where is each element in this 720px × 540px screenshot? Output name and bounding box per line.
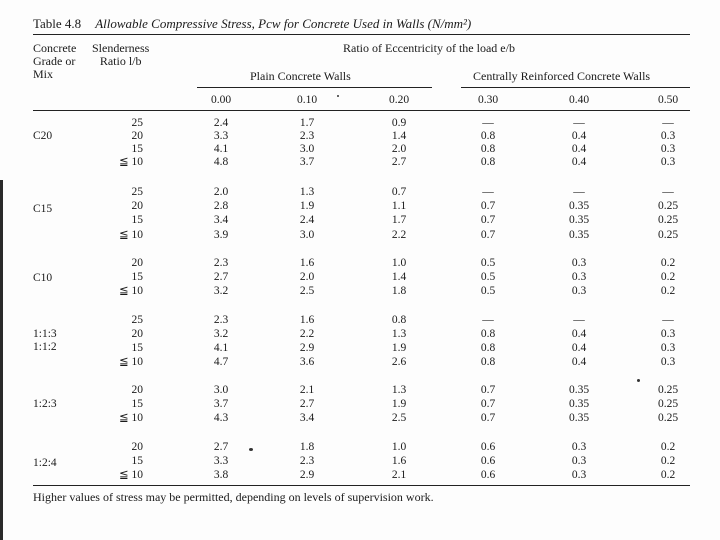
stress-value: 0.25 xyxy=(657,412,679,424)
scan-edge-shadow xyxy=(0,180,3,540)
slenderness-value: ≦ 10 xyxy=(118,229,143,241)
stress-value: 2.3 xyxy=(299,455,315,467)
column-header: 0.50 xyxy=(657,94,679,106)
stress-value: 2.3 xyxy=(299,130,315,142)
header-eccentricity: Ratio of Eccentricity of the load e/b xyxy=(343,41,515,55)
stress-value: 3.3 xyxy=(213,130,229,142)
scan-speck xyxy=(337,95,339,97)
stress-value: 4.1 xyxy=(213,143,229,155)
stress-value: 2.2 xyxy=(391,229,407,241)
stress-value: 0.35 xyxy=(568,214,590,226)
stress-value: 0.35 xyxy=(568,398,590,410)
scan-speck xyxy=(637,379,640,382)
stress-value: 2.7 xyxy=(391,156,407,168)
stress-value: 3.8 xyxy=(213,469,229,481)
stress-value: 0.3 xyxy=(571,469,587,481)
stress-value: 0.2 xyxy=(660,441,676,453)
stress-value: 0.25 xyxy=(657,214,679,226)
slenderness-value: 15 xyxy=(131,143,143,155)
table-caption: Allowable Compressive Stress, Pcw for Concrete Used in Walls (N/mm²) xyxy=(95,16,472,31)
table-number: Table 4.8 xyxy=(33,16,82,31)
stress-value: — xyxy=(482,186,494,198)
stress-value: 1.7 xyxy=(299,117,315,129)
stress-value: 0.2 xyxy=(660,257,676,269)
stress-value: 3.2 xyxy=(213,285,229,297)
stress-value: 0.3 xyxy=(660,130,676,142)
stress-value: 1.7 xyxy=(391,214,407,226)
stress-value: 0.8 xyxy=(480,156,496,168)
stress-value: 0.5 xyxy=(480,271,496,283)
header-plain-walls: Plain Concrete Walls xyxy=(250,69,351,83)
stress-value: 0.2 xyxy=(660,455,676,467)
stress-value: 1.3 xyxy=(391,328,407,340)
stress-value: — xyxy=(662,117,674,129)
slenderness-value: 20 xyxy=(131,384,143,396)
stress-value: 4.3 xyxy=(213,412,229,424)
slenderness-value: 15 xyxy=(131,214,143,226)
stress-value: — xyxy=(573,314,585,326)
stress-value: 0.3 xyxy=(660,156,676,168)
stress-value: 0.5 xyxy=(480,285,496,297)
column-header: 0.10 xyxy=(296,94,318,106)
stress-value: 3.6 xyxy=(299,356,315,368)
stress-value: 0.7 xyxy=(480,200,496,212)
stress-value: 1.6 xyxy=(299,257,315,269)
stress-value: — xyxy=(662,186,674,198)
stress-value: 1.4 xyxy=(391,271,407,283)
stress-value: 0.8 xyxy=(480,342,496,354)
stress-value: 0.4 xyxy=(571,143,587,155)
stress-value: 0.7 xyxy=(391,186,407,198)
stress-value: 0.3 xyxy=(571,257,587,269)
slenderness-value: 15 xyxy=(131,342,143,354)
stress-value: 2.6 xyxy=(391,356,407,368)
stress-value: 3.4 xyxy=(299,412,315,424)
slenderness-value: ≦ 10 xyxy=(118,285,143,297)
mix-label: C15 xyxy=(33,203,53,215)
stress-value: 1.6 xyxy=(299,314,315,326)
slenderness-value: 20 xyxy=(131,441,143,453)
stress-value: 0.2 xyxy=(660,469,676,481)
stress-value: 4.7 xyxy=(213,356,229,368)
slenderness-value: 15 xyxy=(131,398,143,410)
slenderness-value: 20 xyxy=(131,200,143,212)
stress-value: 1.9 xyxy=(391,342,407,354)
stress-value: 1.3 xyxy=(299,186,315,198)
stress-value: 2.9 xyxy=(299,342,315,354)
stress-value: 2.3 xyxy=(213,314,229,326)
stress-value: 2.8 xyxy=(213,200,229,212)
stress-value: 3.0 xyxy=(299,229,315,241)
stress-value: 0.2 xyxy=(660,271,676,283)
stress-value: 2.0 xyxy=(391,143,407,155)
header-reinforced-walls: Centrally Reinforced Concrete Walls xyxy=(473,69,651,83)
stress-value: 0.8 xyxy=(480,356,496,368)
stress-value: 2.4 xyxy=(213,117,229,129)
stress-value: 3.0 xyxy=(299,143,315,155)
stress-value: 1.0 xyxy=(391,441,407,453)
stress-value: 0.35 xyxy=(568,229,590,241)
header-slenderness: Slenderness Ratio l/b xyxy=(92,41,150,68)
stress-value: 0.7 xyxy=(480,412,496,424)
stress-value: 2.4 xyxy=(299,214,315,226)
stress-value: 0.3 xyxy=(660,143,676,155)
stress-value: 0.3 xyxy=(571,285,587,297)
stress-value: — xyxy=(573,186,585,198)
stress-value: 2.5 xyxy=(391,412,407,424)
stress-value: 0.8 xyxy=(480,130,496,142)
stress-value: 0.3 xyxy=(660,328,676,340)
slenderness-value: 15 xyxy=(131,271,143,283)
column-header: 0.40 xyxy=(568,94,590,106)
stress-value: 2.7 xyxy=(299,398,315,410)
slenderness-value: 25 xyxy=(131,186,143,198)
stress-value: 0.25 xyxy=(657,200,679,212)
stress-value: 1.3 xyxy=(391,384,407,396)
stress-value: 2.0 xyxy=(213,186,229,198)
stress-value: 0.3 xyxy=(571,455,587,467)
stress-value: 0.7 xyxy=(480,384,496,396)
stress-value: 2.0 xyxy=(299,271,315,283)
stress-value: 0.6 xyxy=(480,455,496,467)
stress-value: 3.4 xyxy=(213,214,229,226)
slenderness-value: ≦ 10 xyxy=(118,412,143,424)
stress-value: — xyxy=(482,117,494,129)
stress-value: 1.4 xyxy=(391,130,407,142)
stress-value: 2.7 xyxy=(213,441,229,453)
stress-value: 0.7 xyxy=(480,214,496,226)
column-header: 0.30 xyxy=(477,94,499,106)
column-header: 0.00 xyxy=(210,94,232,106)
stress-value: 3.2 xyxy=(213,328,229,340)
mix-label: 1:1:3 1:1:2 xyxy=(33,328,57,353)
stress-value: 0.7 xyxy=(480,229,496,241)
top-rule xyxy=(33,34,690,35)
stress-value: 0.25 xyxy=(657,384,679,396)
stress-value: 0.25 xyxy=(657,229,679,241)
slenderness-value: 15 xyxy=(131,455,143,467)
stress-value: 0.8 xyxy=(480,143,496,155)
slenderness-value: ≦ 10 xyxy=(118,469,143,481)
mix-label: 1:2:3 xyxy=(33,398,57,410)
stress-value: 1.0 xyxy=(391,257,407,269)
stress-value: 0.9 xyxy=(391,117,407,129)
stress-value: 2.1 xyxy=(391,469,407,481)
stress-value: 0.3 xyxy=(660,342,676,354)
stress-value: 0.6 xyxy=(480,469,496,481)
stress-value: 0.4 xyxy=(571,156,587,168)
stress-value: 0.4 xyxy=(571,328,587,340)
reinforced-walls-rule xyxy=(461,87,690,88)
stress-value: 2.2 xyxy=(299,328,315,340)
stress-value: 0.4 xyxy=(571,342,587,354)
stress-value: 0.3 xyxy=(571,271,587,283)
stress-value: 1.8 xyxy=(391,285,407,297)
stress-value: 0.6 xyxy=(480,441,496,453)
stress-value: 0.25 xyxy=(657,398,679,410)
stress-value: 0.35 xyxy=(568,412,590,424)
stress-value: 0.3 xyxy=(660,356,676,368)
stress-value: 2.1 xyxy=(299,384,315,396)
header-mix: Concrete Grade or Mix xyxy=(33,41,77,81)
mix-label: C10 xyxy=(33,272,53,284)
slenderness-value: 25 xyxy=(131,314,143,326)
column-header: 0.20 xyxy=(388,94,410,106)
stress-value: 1.6 xyxy=(391,455,407,467)
table-footnote: Higher values of stress may be permitted, depending on levels of supervision work. xyxy=(33,490,434,504)
stress-value: 2.3 xyxy=(213,257,229,269)
header-bottom-rule xyxy=(33,110,690,111)
stress-value: 3.7 xyxy=(299,156,315,168)
stress-value: 0.7 xyxy=(480,398,496,410)
stress-value: 1.9 xyxy=(391,398,407,410)
stress-value: 0.5 xyxy=(480,257,496,269)
stress-value: — xyxy=(482,314,494,326)
slenderness-value: 20 xyxy=(131,130,143,142)
stress-value: 0.8 xyxy=(391,314,407,326)
mix-label: C20 xyxy=(33,130,53,142)
scan-speck xyxy=(249,448,253,451)
stress-value: 1.9 xyxy=(299,200,315,212)
stress-value: 0.4 xyxy=(571,130,587,142)
stress-value: 0.4 xyxy=(571,356,587,368)
stress-value: — xyxy=(573,117,585,129)
stress-value: 1.8 xyxy=(299,441,315,453)
slenderness-value: 25 xyxy=(131,117,143,129)
stress-value: 0.35 xyxy=(568,384,590,396)
table-title xyxy=(33,16,471,32)
stress-value: 4.8 xyxy=(213,156,229,168)
stress-value: 4.1 xyxy=(213,342,229,354)
stress-value: 0.3 xyxy=(571,441,587,453)
mix-label: 1:2:4 xyxy=(33,457,57,469)
stress-value: 3.7 xyxy=(213,398,229,410)
stress-value: 0.8 xyxy=(480,328,496,340)
slenderness-value: 20 xyxy=(131,257,143,269)
stress-value: 2.7 xyxy=(213,271,229,283)
stress-value: 0.2 xyxy=(660,285,676,297)
stress-value: 2.5 xyxy=(299,285,315,297)
slenderness-value: 20 xyxy=(131,328,143,340)
plain-walls-rule xyxy=(197,87,432,88)
slenderness-value: ≦ 10 xyxy=(118,356,143,368)
stress-value: 2.9 xyxy=(299,469,315,481)
stress-value: — xyxy=(662,314,674,326)
stress-value: 1.1 xyxy=(391,200,407,212)
stress-value: 3.0 xyxy=(213,384,229,396)
stress-value: 3.3 xyxy=(213,455,229,467)
stress-value: 0.35 xyxy=(568,200,590,212)
stress-value: 3.9 xyxy=(213,229,229,241)
slenderness-value: ≦ 10 xyxy=(118,156,143,168)
bottom-rule xyxy=(33,485,690,486)
